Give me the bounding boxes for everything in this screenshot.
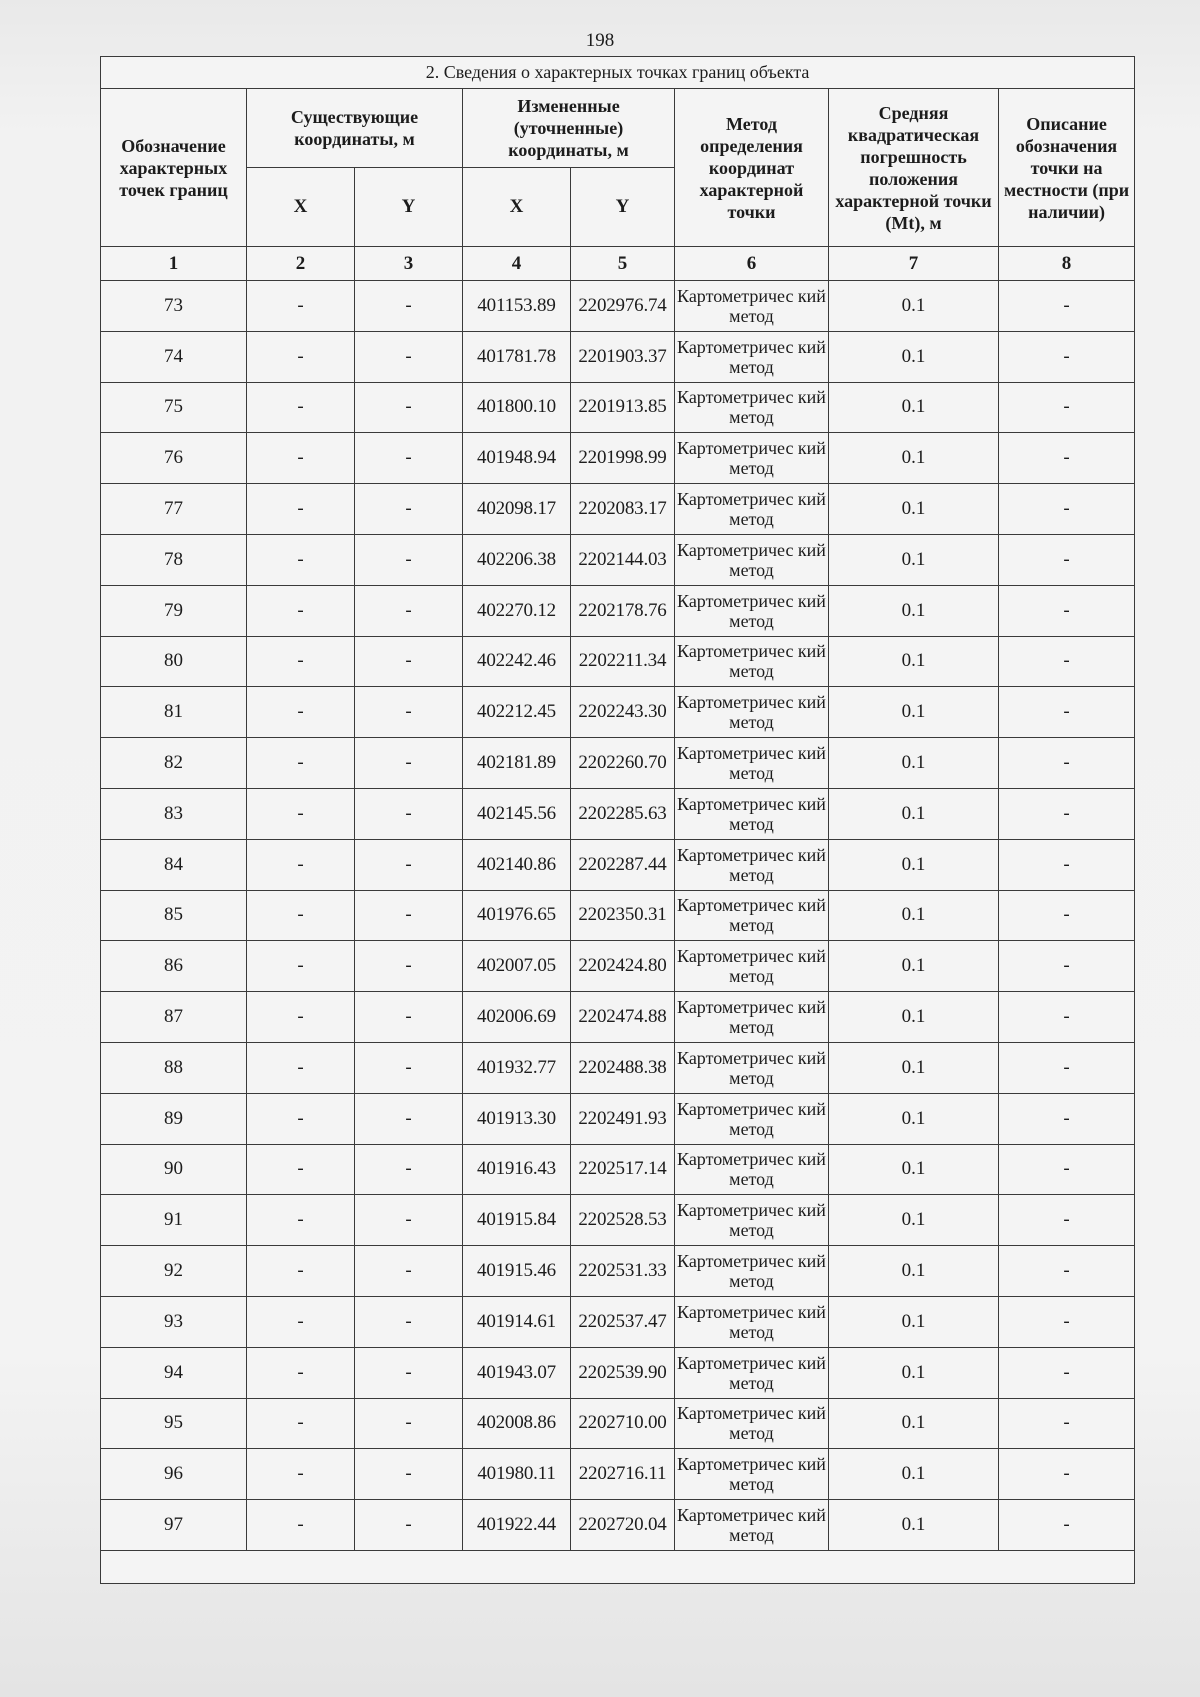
point-designation-cell: 84 xyxy=(101,839,247,890)
existing-x-cell: - xyxy=(247,788,355,839)
column-number: 1 xyxy=(101,247,247,281)
existing-x-cell: - xyxy=(247,687,355,738)
description-cell: - xyxy=(999,1246,1135,1297)
existing-y-cell: - xyxy=(355,738,463,789)
column-number: 4 xyxy=(463,247,571,281)
method-cell: Картометричес кий метод xyxy=(675,788,829,839)
header-mean-error: Средняя квадратическая погрешность положения характерной точки (Mt), м xyxy=(829,89,999,247)
changed-y-cell: 2201913.85 xyxy=(571,382,675,433)
header-method: Метод определения координат характерной точки xyxy=(675,89,829,247)
mean-error-cell: 0.1 xyxy=(829,281,999,332)
table-row xyxy=(101,1042,1135,1093)
description-cell: - xyxy=(999,636,1135,687)
changed-x-cell: 401916.43 xyxy=(463,1144,571,1195)
column-number-row xyxy=(101,247,1135,281)
changed-y-cell: 2202211.34 xyxy=(571,636,675,687)
header-changed-y: Y xyxy=(571,168,675,247)
existing-y-cell: - xyxy=(355,585,463,636)
changed-x-cell: 401943.07 xyxy=(463,1347,571,1398)
point-designation-cell: 74 xyxy=(101,331,247,382)
boundary-points-table xyxy=(100,56,1135,1584)
method-cell: Картометричес кий метод xyxy=(675,1398,829,1449)
method-cell: Картометричес кий метод xyxy=(675,687,829,738)
description-cell: - xyxy=(999,534,1135,585)
table-row xyxy=(101,382,1135,433)
description-cell: - xyxy=(999,941,1135,992)
description-cell: - xyxy=(999,687,1135,738)
changed-y-cell: 2202976.74 xyxy=(571,281,675,332)
table-row xyxy=(101,738,1135,789)
description-cell: - xyxy=(999,890,1135,941)
method-cell: Картометричес кий метод xyxy=(675,331,829,382)
method-cell: Картометричес кий метод xyxy=(675,738,829,789)
existing-y-cell: - xyxy=(355,1093,463,1144)
existing-y-cell: - xyxy=(355,534,463,585)
changed-y-cell: 2202474.88 xyxy=(571,992,675,1043)
existing-x-cell: - xyxy=(247,738,355,789)
changed-x-cell: 401922.44 xyxy=(463,1500,571,1551)
existing-x-cell: - xyxy=(247,839,355,890)
mean-error-cell: 0.1 xyxy=(829,788,999,839)
mean-error-cell: 0.1 xyxy=(829,1296,999,1347)
table-row xyxy=(101,941,1135,992)
table-row xyxy=(101,1398,1135,1449)
point-designation-cell: 83 xyxy=(101,788,247,839)
changed-x-cell: 402008.86 xyxy=(463,1398,571,1449)
existing-y-cell: - xyxy=(355,1449,463,1500)
mean-error-cell: 0.1 xyxy=(829,1500,999,1551)
method-cell: Картометричес кий метод xyxy=(675,1347,829,1398)
method-cell: Картометричес кий метод xyxy=(675,1093,829,1144)
changed-y-cell: 2202424.80 xyxy=(571,941,675,992)
empty-footer-cell xyxy=(101,1550,1135,1583)
existing-x-cell: - xyxy=(247,890,355,941)
changed-x-cell: 402007.05 xyxy=(463,941,571,992)
point-designation-cell: 95 xyxy=(101,1398,247,1449)
changed-y-cell: 2202260.70 xyxy=(571,738,675,789)
point-designation-cell: 79 xyxy=(101,585,247,636)
existing-x-cell: - xyxy=(247,1042,355,1093)
table-row xyxy=(101,433,1135,484)
method-cell: Картометричес кий метод xyxy=(675,1449,829,1500)
method-cell: Картометричес кий метод xyxy=(675,281,829,332)
existing-y-cell: - xyxy=(355,941,463,992)
existing-x-cell: - xyxy=(247,941,355,992)
changed-y-cell: 2202488.38 xyxy=(571,1042,675,1093)
column-number: 6 xyxy=(675,247,829,281)
mean-error-cell: 0.1 xyxy=(829,1093,999,1144)
changed-x-cell: 402270.12 xyxy=(463,585,571,636)
empty-footer-row xyxy=(101,1550,1135,1583)
point-designation-cell: 86 xyxy=(101,941,247,992)
description-cell: - xyxy=(999,1093,1135,1144)
changed-x-cell: 401980.11 xyxy=(463,1449,571,1500)
method-cell: Картометричес кий метод xyxy=(675,433,829,484)
column-number: 7 xyxy=(829,247,999,281)
existing-y-cell: - xyxy=(355,890,463,941)
mean-error-cell: 0.1 xyxy=(829,534,999,585)
mean-error-cell: 0.1 xyxy=(829,331,999,382)
table-row xyxy=(101,788,1135,839)
changed-y-cell: 2202350.31 xyxy=(571,890,675,941)
changed-x-cell: 402242.46 xyxy=(463,636,571,687)
mean-error-cell: 0.1 xyxy=(829,890,999,941)
method-cell: Картометричес кий метод xyxy=(675,1500,829,1551)
existing-y-cell: - xyxy=(355,331,463,382)
existing-x-cell: - xyxy=(247,1093,355,1144)
table-row xyxy=(101,1195,1135,1246)
changed-x-cell: 401800.10 xyxy=(463,382,571,433)
point-designation-cell: 88 xyxy=(101,1042,247,1093)
changed-y-cell: 2202083.17 xyxy=(571,484,675,535)
mean-error-cell: 0.1 xyxy=(829,992,999,1043)
existing-y-cell: - xyxy=(355,484,463,535)
changed-x-cell: 402212.45 xyxy=(463,687,571,738)
changed-y-cell: 2202243.30 xyxy=(571,687,675,738)
existing-x-cell: - xyxy=(247,636,355,687)
existing-y-cell: - xyxy=(355,1246,463,1297)
point-designation-cell: 92 xyxy=(101,1246,247,1297)
table-row xyxy=(101,331,1135,382)
table-row xyxy=(101,1144,1135,1195)
page-number: 198 xyxy=(585,30,615,51)
description-cell: - xyxy=(999,839,1135,890)
point-designation-cell: 75 xyxy=(101,382,247,433)
changed-y-cell: 2202720.04 xyxy=(571,1500,675,1551)
table-row xyxy=(101,890,1135,941)
changed-x-cell: 401915.46 xyxy=(463,1246,571,1297)
column-number: 8 xyxy=(999,247,1135,281)
header-row-1 xyxy=(101,89,1135,168)
existing-x-cell: - xyxy=(247,484,355,535)
point-designation-cell: 97 xyxy=(101,1500,247,1551)
description-cell: - xyxy=(999,788,1135,839)
existing-y-cell: - xyxy=(355,1144,463,1195)
point-designation-cell: 81 xyxy=(101,687,247,738)
table-row xyxy=(101,484,1135,535)
table-row xyxy=(101,1093,1135,1144)
changed-x-cell: 402181.89 xyxy=(463,738,571,789)
changed-y-cell: 2202144.03 xyxy=(571,534,675,585)
point-designation-cell: 90 xyxy=(101,1144,247,1195)
description-cell: - xyxy=(999,484,1135,535)
point-designation-cell: 89 xyxy=(101,1093,247,1144)
description-cell: - xyxy=(999,1398,1135,1449)
changed-y-cell: 2202287.44 xyxy=(571,839,675,890)
mean-error-cell: 0.1 xyxy=(829,484,999,535)
point-designation-cell: 87 xyxy=(101,992,247,1043)
existing-y-cell: - xyxy=(355,1296,463,1347)
header-changed-x: X xyxy=(463,168,571,247)
header-designation: Обозначение характерных точек границ xyxy=(101,89,247,247)
table-row xyxy=(101,992,1135,1043)
existing-y-cell: - xyxy=(355,1398,463,1449)
column-number: 3 xyxy=(355,247,463,281)
header-existing-y: Y xyxy=(355,168,463,247)
point-designation-cell: 91 xyxy=(101,1195,247,1246)
method-cell: Картометричес кий метод xyxy=(675,1144,829,1195)
method-cell: Картометричес кий метод xyxy=(675,636,829,687)
changed-x-cell: 402098.17 xyxy=(463,484,571,535)
existing-y-cell: - xyxy=(355,788,463,839)
description-cell: - xyxy=(999,433,1135,484)
changed-y-cell: 2202537.47 xyxy=(571,1296,675,1347)
header-changed-coordinates: Измененные (уточненные) координаты, м xyxy=(463,89,675,168)
existing-y-cell: - xyxy=(355,1347,463,1398)
mean-error-cell: 0.1 xyxy=(829,738,999,789)
existing-y-cell: - xyxy=(355,687,463,738)
changed-y-cell: 2202528.53 xyxy=(571,1195,675,1246)
mean-error-cell: 0.1 xyxy=(829,433,999,484)
description-cell: - xyxy=(999,1347,1135,1398)
existing-x-cell: - xyxy=(247,331,355,382)
changed-y-cell: 2202517.14 xyxy=(571,1144,675,1195)
existing-x-cell: - xyxy=(247,1500,355,1551)
description-cell: - xyxy=(999,1500,1135,1551)
point-designation-cell: 94 xyxy=(101,1347,247,1398)
column-number: 5 xyxy=(571,247,675,281)
changed-y-cell: 2201903.37 xyxy=(571,331,675,382)
method-cell: Картометричес кий метод xyxy=(675,382,829,433)
changed-y-cell: 2202531.33 xyxy=(571,1246,675,1297)
changed-y-cell: 2202178.76 xyxy=(571,585,675,636)
method-cell: Картометричес кий метод xyxy=(675,585,829,636)
existing-x-cell: - xyxy=(247,1449,355,1500)
description-cell: - xyxy=(999,1195,1135,1246)
existing-y-cell: - xyxy=(355,992,463,1043)
table-row xyxy=(101,585,1135,636)
mean-error-cell: 0.1 xyxy=(829,1144,999,1195)
table-row xyxy=(101,1296,1135,1347)
changed-y-cell: 2202716.11 xyxy=(571,1449,675,1500)
mean-error-cell: 0.1 xyxy=(829,687,999,738)
mean-error-cell: 0.1 xyxy=(829,382,999,433)
method-cell: Картометричес кий метод xyxy=(675,534,829,585)
existing-x-cell: - xyxy=(247,1144,355,1195)
mean-error-cell: 0.1 xyxy=(829,1042,999,1093)
existing-x-cell: - xyxy=(247,433,355,484)
changed-x-cell: 401915.84 xyxy=(463,1195,571,1246)
point-designation-cell: 78 xyxy=(101,534,247,585)
table-body xyxy=(101,57,1135,281)
point-designation-cell: 93 xyxy=(101,1296,247,1347)
point-designation-cell: 77 xyxy=(101,484,247,535)
table-row xyxy=(101,534,1135,585)
changed-x-cell: 401781.78 xyxy=(463,331,571,382)
mean-error-cell: 0.1 xyxy=(829,636,999,687)
header-existing-x: X xyxy=(247,168,355,247)
description-cell: - xyxy=(999,992,1135,1043)
header-existing-coordinates: Существующие координаты, м xyxy=(247,89,463,168)
changed-x-cell: 402140.86 xyxy=(463,839,571,890)
description-cell: - xyxy=(999,1296,1135,1347)
method-cell: Картометричес кий метод xyxy=(675,890,829,941)
mean-error-cell: 0.1 xyxy=(829,1347,999,1398)
changed-x-cell: 401976.65 xyxy=(463,890,571,941)
existing-y-cell: - xyxy=(355,1500,463,1551)
header-description: Описание обозначения точки на местности (при наличии) xyxy=(999,89,1135,247)
description-cell: - xyxy=(999,1449,1135,1500)
method-cell: Картометричес кий метод xyxy=(675,1296,829,1347)
point-designation-cell: 82 xyxy=(101,738,247,789)
data-rows xyxy=(101,281,1135,1551)
section-title: 2. Сведения о характерных точках границ объекта xyxy=(101,57,1135,89)
existing-y-cell: - xyxy=(355,382,463,433)
table-row xyxy=(101,1500,1135,1551)
description-cell: - xyxy=(999,331,1135,382)
table-row xyxy=(101,1347,1135,1398)
existing-x-cell: - xyxy=(247,1347,355,1398)
point-designation-cell: 85 xyxy=(101,890,247,941)
changed-y-cell: 2201998.99 xyxy=(571,433,675,484)
changed-x-cell: 402206.38 xyxy=(463,534,571,585)
method-cell: Картометричес кий метод xyxy=(675,941,829,992)
changed-x-cell: 402006.69 xyxy=(463,992,571,1043)
description-cell: - xyxy=(999,281,1135,332)
existing-y-cell: - xyxy=(355,839,463,890)
changed-y-cell: 2202539.90 xyxy=(571,1347,675,1398)
table-footer xyxy=(101,1550,1135,1583)
column-number: 2 xyxy=(247,247,355,281)
mean-error-cell: 0.1 xyxy=(829,1449,999,1500)
method-cell: Картометричес кий метод xyxy=(675,992,829,1043)
existing-x-cell: - xyxy=(247,585,355,636)
table-row xyxy=(101,687,1135,738)
existing-y-cell: - xyxy=(355,1195,463,1246)
changed-x-cell: 401948.94 xyxy=(463,433,571,484)
mean-error-cell: 0.1 xyxy=(829,941,999,992)
description-cell: - xyxy=(999,738,1135,789)
mean-error-cell: 0.1 xyxy=(829,1195,999,1246)
description-cell: - xyxy=(999,585,1135,636)
changed-y-cell: 2202710.00 xyxy=(571,1398,675,1449)
mean-error-cell: 0.1 xyxy=(829,1398,999,1449)
changed-y-cell: 2202285.63 xyxy=(571,788,675,839)
existing-y-cell: - xyxy=(355,636,463,687)
changed-x-cell: 401914.61 xyxy=(463,1296,571,1347)
table-row xyxy=(101,1246,1135,1297)
existing-x-cell: - xyxy=(247,1398,355,1449)
changed-x-cell: 402145.56 xyxy=(463,788,571,839)
mean-error-cell: 0.1 xyxy=(829,585,999,636)
method-cell: Картометричес кий метод xyxy=(675,1042,829,1093)
point-designation-cell: 96 xyxy=(101,1449,247,1500)
mean-error-cell: 0.1 xyxy=(829,1246,999,1297)
changed-x-cell: 401913.30 xyxy=(463,1093,571,1144)
point-designation-cell: 76 xyxy=(101,433,247,484)
existing-y-cell: - xyxy=(355,433,463,484)
description-cell: - xyxy=(999,382,1135,433)
method-cell: Картометричес кий метод xyxy=(675,839,829,890)
table-row xyxy=(101,839,1135,890)
existing-x-cell: - xyxy=(247,534,355,585)
existing-x-cell: - xyxy=(247,1195,355,1246)
method-cell: Картометричес кий метод xyxy=(675,1246,829,1297)
changed-x-cell: 401153.89 xyxy=(463,281,571,332)
existing-x-cell: - xyxy=(247,281,355,332)
existing-x-cell: - xyxy=(247,1246,355,1297)
table-row xyxy=(101,636,1135,687)
existing-x-cell: - xyxy=(247,992,355,1043)
method-cell: Картометричес кий метод xyxy=(675,1195,829,1246)
point-designation-cell: 73 xyxy=(101,281,247,332)
method-cell: Картометричес кий метод xyxy=(675,484,829,535)
existing-y-cell: - xyxy=(355,281,463,332)
description-cell: - xyxy=(999,1144,1135,1195)
table-row xyxy=(101,1449,1135,1500)
existing-x-cell: - xyxy=(247,382,355,433)
changed-y-cell: 2202491.93 xyxy=(571,1093,675,1144)
changed-x-cell: 401932.77 xyxy=(463,1042,571,1093)
section-title-row xyxy=(101,57,1135,89)
existing-y-cell: - xyxy=(355,1042,463,1093)
description-cell: - xyxy=(999,1042,1135,1093)
point-designation-cell: 80 xyxy=(101,636,247,687)
mean-error-cell: 0.1 xyxy=(829,839,999,890)
existing-x-cell: - xyxy=(247,1296,355,1347)
table-row xyxy=(101,281,1135,332)
